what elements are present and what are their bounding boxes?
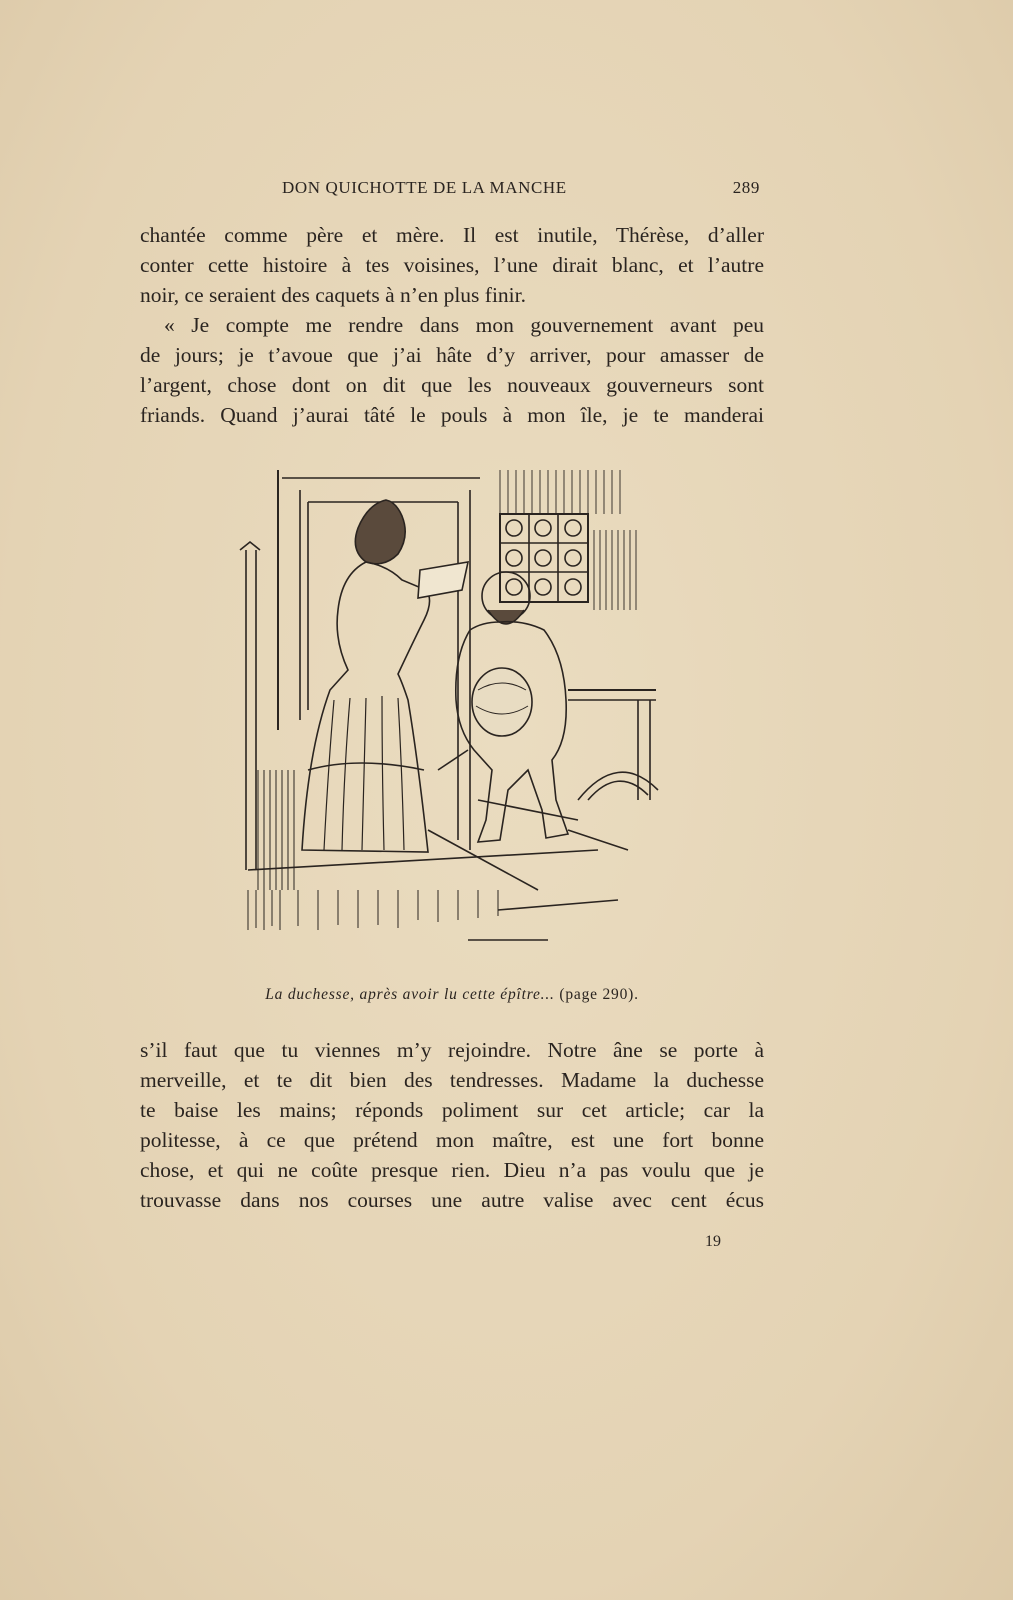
text-line: trouvasse dans nos courses une autre valise avec cent écus: [140, 1188, 764, 1212]
illustration-caption: [140, 986, 764, 1004]
text-block-bottom: [140, 1035, 764, 1215]
text-line: politesse, à ce que prétend mon maître, est une fort bonne: [140, 1128, 764, 1152]
running-head: [140, 178, 760, 202]
text-line: te baise les mains; réponds poliment sur cet article; car la: [140, 1098, 764, 1122]
text-line: conter cette histoire à tes voisines, l’une dirait blanc, et l’autre: [140, 253, 764, 277]
text-line: noir, ce seraient des caquets à n’en plus finir.: [140, 283, 527, 307]
caption-italic: La duchesse, après avoir lu cette épître...: [265, 986, 555, 1003]
text-line: merveille, et te dit bien des tendresses. Madame la duchesse: [140, 1068, 764, 1092]
signature-mark: 19: [705, 1233, 721, 1250]
text-line: l’argent, chose dont on dit que les nouveaux gouverneurs sont: [140, 373, 764, 397]
text-block-top: [140, 220, 764, 430]
text-line: s’il faut que tu viennes m’y rejoindre. Notre âne se porte à: [140, 1038, 764, 1062]
caption-page-ref: (page 290).: [559, 986, 639, 1003]
text-line: friands. Quand j’aurai tâté le pouls à mon île, je te manderai: [140, 403, 764, 427]
text-line: de jours; je t’avoue que j’ai hâte d’y arriver, pour amasser de: [140, 343, 764, 367]
page-number: 289: [732, 178, 760, 197]
text-line: chose, et qui ne coûte presque rien. Dieu n’a pas voulu que je: [140, 1158, 764, 1182]
running-head-title: DON QUICHOTTE DE LA MANCHE: [282, 178, 567, 197]
text-line: « Je compte me rendre dans mon gouvernement avant peu: [164, 313, 764, 337]
text-line: chantée comme père et mère. Il est inutile, Thérèse, d’aller: [140, 223, 764, 247]
illustration-duchess-and-sancho: [238, 470, 666, 950]
